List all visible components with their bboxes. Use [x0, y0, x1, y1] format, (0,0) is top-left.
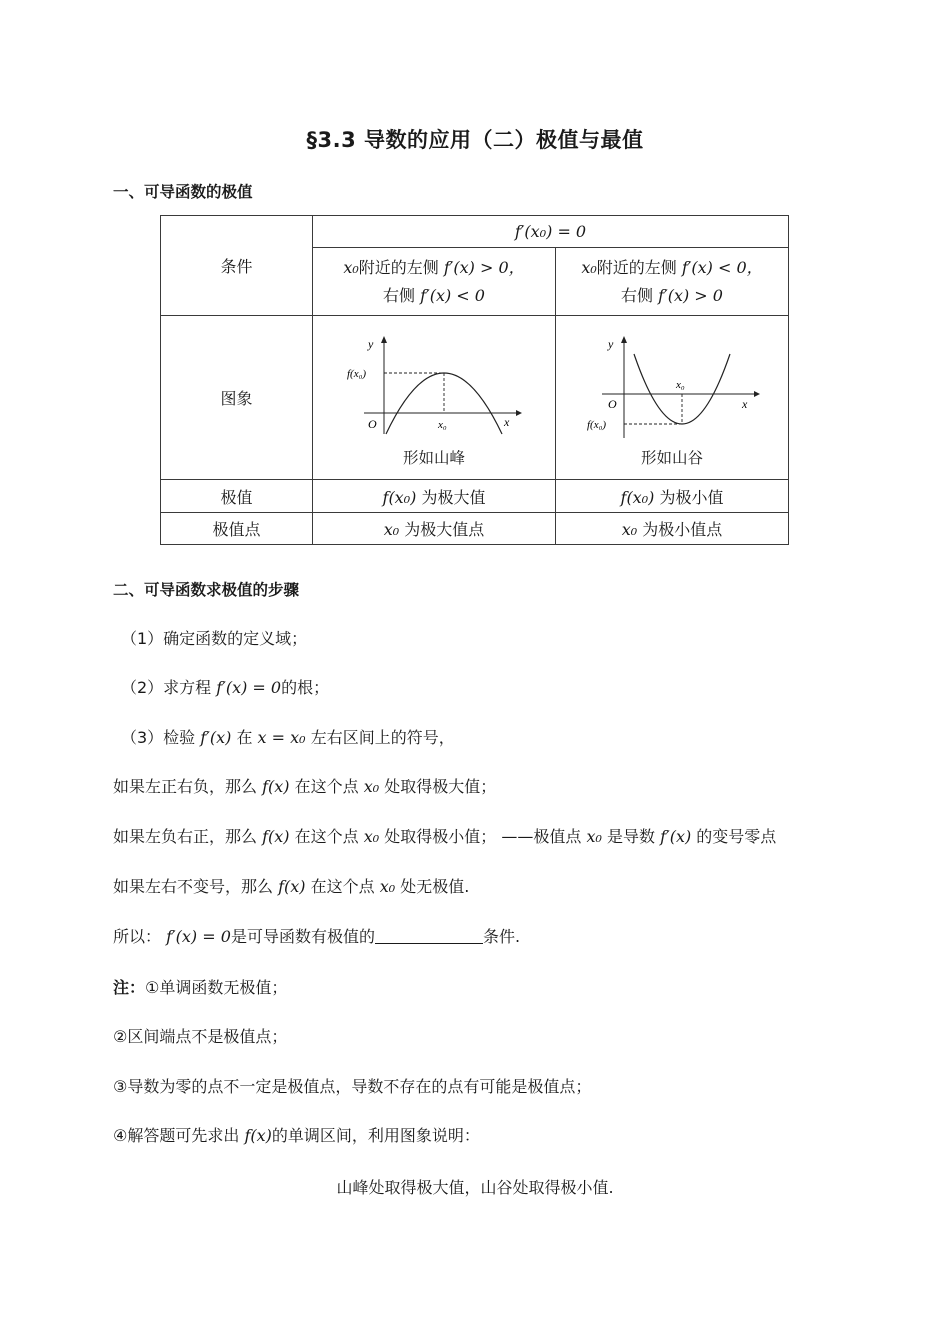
peak-y-arrow	[381, 336, 387, 343]
step-2-prefix: （2）求方程	[121, 678, 212, 697]
peak-caption: 形如山峰	[402, 448, 465, 467]
valley-x0-label: x₀	[676, 378, 685, 391]
conclusion-prefix: 所以：	[113, 927, 162, 946]
valley-x-label: x	[742, 396, 748, 411]
max-condition-formula2: f′(x) < 0	[420, 285, 485, 305]
step-3	[121, 725, 455, 748]
min-condition-text2: 右侧	[621, 285, 654, 305]
min-point-formula: x₀	[621, 520, 638, 539]
case-1-mid: 在这个点	[294, 777, 359, 796]
max-graph-cell	[313, 316, 556, 480]
conclusion-mid: 是可导函数有极值的	[230, 927, 375, 946]
section-heading-extremum: 一、可导函数的极值	[113, 183, 253, 201]
extremum-table	[160, 215, 789, 545]
case-2-suffix: 处取得极小值；	[384, 827, 497, 846]
conclusion-suffix: 条件.	[482, 927, 521, 946]
extremum-point-label: 极值点	[161, 513, 313, 545]
step-3-suffix: 左右区间上的符号，	[310, 728, 455, 747]
section-heading-steps: 二、可导函数求极值的步骤	[113, 581, 300, 599]
peak-x0-label: x₀	[438, 418, 447, 431]
valley-x-arrow	[754, 391, 760, 397]
conclusion-blank[interactable]	[375, 928, 483, 944]
min-graph-cell	[556, 316, 789, 480]
case-1-formula: f(x)	[262, 777, 290, 796]
note-3: ③导数为零的点不一定是极值点，导数不存在的点有可能是极值点；	[113, 1077, 592, 1096]
note-4	[113, 1123, 480, 1146]
max-extremum-text: 为极大值	[421, 487, 486, 507]
note-4-prefix: ④解答题可先求出	[113, 1126, 240, 1145]
min-extremum-formula: f(x₀)	[620, 487, 655, 507]
valley-caption: 形如山谷	[640, 448, 703, 467]
valley-fx0-label: f(x₀)	[587, 418, 607, 431]
case-2-prefix: 如果左负右正，那么	[113, 827, 258, 846]
case-3-prefix: 如果左右不变号，那么	[113, 877, 274, 896]
note-label: 注：	[113, 978, 146, 997]
case-1-suffix: 处取得极大值；	[384, 777, 497, 796]
max-extremum-cell	[313, 480, 556, 513]
header-formula	[313, 216, 789, 248]
valley-origin-label: O	[608, 396, 617, 411]
case-3-suffix: 处无极值.	[400, 877, 470, 896]
step-1: （1）确定函数的定义域；	[121, 629, 308, 648]
condition-label: 条件	[161, 216, 313, 316]
step-3-mid: 在	[236, 728, 253, 747]
note-4-formula: f(x)	[244, 1126, 272, 1145]
min-condition-formula2: f′(x) > 0	[658, 285, 723, 305]
max-condition-text1: 附近的左侧	[358, 257, 439, 277]
extremum-label: 极值	[161, 480, 313, 513]
max-condition-formula1: f′(x) > 0，	[443, 257, 525, 277]
peak-graph	[344, 334, 524, 444]
peak-y-label: y	[368, 336, 374, 351]
case-2-formula2: f′(x)	[660, 827, 692, 846]
step-2	[121, 675, 329, 698]
max-point-text: 为极大值点	[404, 520, 485, 539]
min-point-cell	[556, 513, 789, 545]
case-3-mid: 在这个点	[310, 877, 375, 896]
step-3-formula2: x = x₀	[257, 728, 306, 747]
case-2-mid2: 是导数	[607, 827, 656, 846]
max-condition-text2: 右侧	[383, 285, 416, 305]
case-2-x0: x₀	[363, 827, 380, 846]
valley-y-arrow	[621, 336, 627, 343]
min-extremum-text: 为极小值	[659, 487, 724, 507]
case-2-formula: f(x)	[262, 827, 290, 846]
case-left-neg-right-pos	[113, 824, 776, 847]
note-2: ②区间端点不是极值点；	[113, 1027, 288, 1046]
peak-x-label: x	[504, 414, 510, 429]
min-point-text: 为极小值点	[642, 520, 723, 539]
note-1-text: ①单调函数无极值；	[145, 978, 288, 997]
max-condition-cell	[313, 248, 556, 316]
case-2-x0b: x₀	[586, 827, 602, 846]
case-1-prefix: 如果左正右负，那么	[113, 777, 258, 796]
case-2-end: 的变号零点	[696, 827, 777, 846]
note-4-line-2: 山峰处取得极大值，山谷处取得极小值.	[336, 1178, 614, 1197]
min-condition-text1: 附近的左侧	[596, 257, 677, 277]
note-4-suffix: 的单调区间，利用图象说明：	[271, 1126, 480, 1145]
max-condition-x0: x₀	[343, 257, 359, 277]
case-3-x0: x₀	[379, 877, 396, 896]
case-2-mid: 在这个点	[294, 827, 359, 846]
header-formula-text: f′(x₀) = 0	[514, 222, 587, 241]
max-point-cell	[313, 513, 556, 545]
min-extremum-cell	[556, 480, 789, 513]
conclusion	[113, 924, 520, 947]
note-1	[113, 975, 287, 998]
step-3-prefix: （3）检验	[121, 728, 196, 747]
valley-graph	[582, 334, 762, 444]
min-condition-formula1: f′(x) < 0，	[681, 257, 763, 277]
case-2-dash: ——极值点	[501, 827, 582, 846]
min-condition-x0: x₀	[581, 257, 597, 277]
max-point-formula: x₀	[383, 520, 400, 539]
graph-label: 图象	[161, 316, 313, 480]
conclusion-formula: f′(x) = 0	[166, 927, 231, 946]
step-2-suffix: 的根；	[281, 678, 330, 697]
max-extremum-formula: f(x₀)	[382, 487, 417, 507]
step-3-formula1: f′(x)	[200, 728, 232, 747]
peak-fx0-label: f(x₀)	[347, 367, 367, 380]
step-2-formula: f′(x) = 0	[216, 678, 282, 697]
case-left-pos-right-neg	[113, 774, 496, 797]
peak-origin-label: O	[368, 416, 377, 431]
case-3-formula: f(x)	[278, 877, 306, 896]
page-title: §3.3 导数的应用（二）极值与最值	[306, 128, 644, 152]
min-condition-cell	[556, 248, 789, 316]
valley-y-label: y	[608, 336, 614, 351]
peak-x-arrow	[516, 410, 522, 416]
case-1-x0: x₀	[363, 777, 380, 796]
case-no-sign-change	[113, 874, 469, 897]
